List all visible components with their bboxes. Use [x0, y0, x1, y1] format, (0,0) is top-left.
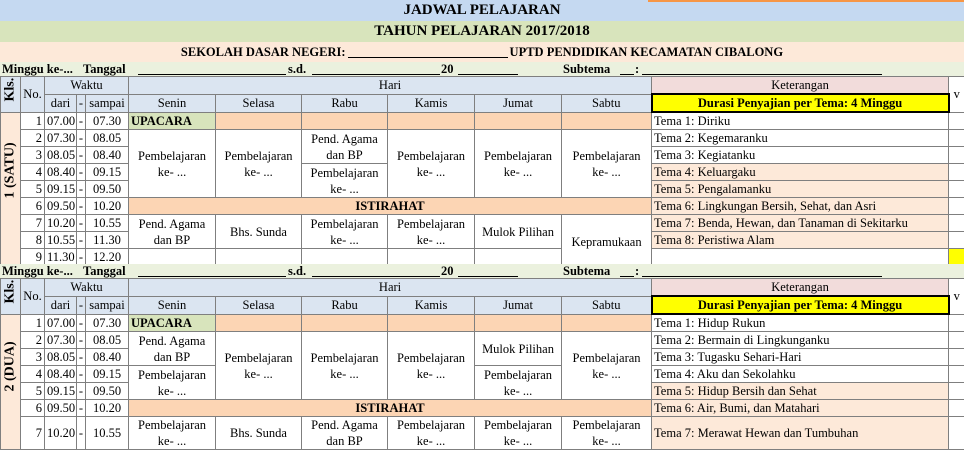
sd-label: s.d.: [288, 62, 307, 76]
time-dash: -: [77, 349, 86, 366]
sd-label: s.d.: [288, 264, 307, 278]
empty-cell: [302, 314, 388, 332]
year-label: 20: [441, 264, 454, 278]
v-cell: [949, 366, 964, 383]
v-cell: [949, 383, 964, 400]
time-dash: -: [77, 314, 86, 332]
subject-cell: Bhs. Sunda: [216, 215, 302, 249]
hari-header: Hari: [129, 279, 652, 297]
time-end: 10.55: [86, 215, 129, 232]
empty-cell: [388, 249, 475, 266]
subject-cell: Pend. Agama dan BP: [129, 215, 216, 249]
time-dash: -: [77, 383, 86, 400]
day-jumat: Jumat: [475, 296, 562, 314]
day-sabtu: Sabtu: [562, 296, 652, 314]
subject-cell: Mulok Pilihan: [475, 332, 562, 366]
subject-cell: Pembelajaran ke- ...: [388, 130, 475, 198]
tema-item: Tema 6: Air, Bumi, dan Matahari: [652, 400, 949, 417]
date-to-blank[interactable]: [312, 276, 440, 277]
time-end: 08.40: [86, 147, 129, 164]
subtema-value-blank[interactable]: [642, 276, 882, 277]
time-start: 09.50: [45, 198, 77, 215]
kelas-label: 1 (SATU): [1, 112, 21, 266]
year-bar: [0, 21, 964, 42]
time-dash: -: [77, 164, 86, 181]
time-start: 10.55: [45, 232, 77, 249]
day-kamis: Kamis: [388, 94, 475, 112]
tema-item: Tema 5: Hidup Bersih dan Sehat: [652, 383, 949, 400]
subject-cell: Pembelajaran ke- ...: [388, 215, 475, 249]
period-no: 8: [21, 232, 45, 249]
subtema-colon: :: [635, 62, 640, 76]
subject-cell: Pembelajaran ke- ...: [216, 332, 302, 400]
subject-cell: Pembelajaran ke- ...: [475, 130, 562, 198]
time-dash: -: [77, 130, 86, 147]
no-header: No.: [21, 77, 45, 113]
page-title: JADWAL PELAJARAN: [403, 2, 561, 18]
minggu-label: Minggu ke-...: [2, 62, 73, 76]
v-cell: [949, 112, 964, 130]
waktu-header: Waktu: [45, 279, 129, 297]
day-selasa: Selasa: [216, 296, 302, 314]
time-end: 07.30: [86, 314, 129, 332]
subtema-blank[interactable]: [620, 74, 634, 75]
time-start: 08.40: [45, 164, 77, 181]
empty-cell: [302, 249, 388, 266]
academic-year: TAHUN PELAJARAN 2017/2018: [374, 23, 590, 39]
accent-strip: [648, 0, 964, 2]
v-cell: [949, 314, 964, 332]
time-start: 10.20: [45, 417, 77, 450]
tema-item: Tema 2: Bermain di Lingkunganku: [652, 332, 949, 349]
subject-cell: Pembelajaran ke- ...: [562, 417, 652, 450]
time-end: 07.30: [86, 112, 129, 130]
v-cell: [949, 164, 964, 181]
subtema-blank[interactable]: [620, 276, 634, 277]
year-blank[interactable]: [458, 74, 518, 75]
time-start: 07.00: [45, 112, 77, 130]
empty-cell: [216, 314, 302, 332]
istirahat-cell: ISTIRAHAT: [129, 400, 652, 417]
tema-item: Tema 4: Keluargaku: [652, 164, 949, 181]
schedule-table-1: [0, 76, 964, 266]
time-dash: -: [77, 215, 86, 232]
subject-cell: Pembelajaran ke- ...: [475, 417, 562, 450]
date-to-blank[interactable]: [312, 74, 440, 75]
tema-item: Tema 7: Merawat Hewan dan Tumbuhan: [652, 417, 949, 450]
kls-header: Kls.: [1, 77, 21, 113]
day-sabtu: Sabtu: [562, 94, 652, 112]
empty-cell: [302, 112, 388, 130]
day-kamis: Kamis: [388, 296, 475, 314]
time-start: 09.15: [45, 181, 77, 198]
subtema-colon: :: [635, 264, 640, 278]
v-cell: [949, 130, 964, 147]
time-dash: -: [77, 232, 86, 249]
school-prefix: SEKOLAH DASAR NEGERI:: [180, 44, 346, 59]
time-dash: -: [77, 366, 86, 383]
time-dash: -: [77, 249, 86, 266]
subject-cell: Pembelajaran ke- ...: [216, 130, 302, 198]
empty-cell: [129, 249, 216, 266]
sampai-header: sampai: [86, 94, 129, 112]
tema-item: Tema 5: Pengalamanku: [652, 181, 949, 198]
subject-cell: Pembelajaran ke- ...: [302, 215, 388, 249]
subject-cell: Pembelajaran ke- ...: [129, 130, 216, 198]
v-cell: [949, 417, 964, 450]
time-end: 10.20: [86, 400, 129, 417]
period-no: 3: [21, 147, 45, 164]
period-no: 2: [21, 130, 45, 147]
subject-cell: Pembelajaran ke- ...: [388, 417, 475, 450]
empty-cell: [388, 314, 475, 332]
week-row: [0, 62, 964, 76]
empty-cell: [475, 112, 562, 130]
time-end: 11.30: [86, 232, 129, 249]
kls-header: Kls.: [1, 279, 21, 315]
v-cell: [949, 232, 964, 249]
keterangan-header: Keterangan: [652, 279, 949, 297]
v-cell: [949, 349, 964, 366]
upacara-cell: UPACARA: [129, 314, 216, 332]
tema-item: Tema 3: Tugasku Sehari-Hari: [652, 349, 949, 366]
time-start: 09.15: [45, 383, 77, 400]
v-cell: [949, 332, 964, 349]
tema-item: Tema 2: Kegemaranku: [652, 130, 949, 147]
period-no: 4: [21, 164, 45, 181]
empty-cell: [216, 112, 302, 130]
time-end: 08.40: [86, 349, 129, 366]
period-no: 1: [21, 314, 45, 332]
waktu-header: Waktu: [45, 77, 129, 95]
subject-cell: Bhs. Sunda: [216, 417, 302, 450]
empty-cell: [388, 112, 475, 130]
time-start: 08.40: [45, 366, 77, 383]
empty-cell: [562, 314, 652, 332]
dash-header: -: [77, 296, 86, 314]
school-name-blank[interactable]: [348, 46, 508, 58]
year-blank[interactable]: [458, 276, 518, 277]
tanggal-label: Tanggal: [83, 264, 126, 278]
v-cell: [949, 400, 964, 417]
empty-cell: [475, 249, 562, 266]
school-suffix: UPTD PENDIDIKAN KECAMATAN CIBALONG: [509, 44, 784, 59]
time-start: 10.20: [45, 215, 77, 232]
kelas-label: 2 (DUA): [1, 314, 21, 450]
year-label: 20: [441, 62, 454, 76]
period-no: 7: [21, 215, 45, 232]
dash-header: -: [77, 94, 86, 112]
durasi-label: Durasi Penyajian per Tema: 4 Minggu: [652, 296, 949, 314]
time-start: 08.05: [45, 349, 77, 366]
time-end: 12.20: [86, 249, 129, 266]
day-selasa: Selasa: [216, 94, 302, 112]
tema-item: Tema 6: Lingkungan Bersih, Sehat, dan Asri: [652, 198, 949, 215]
empty-cell: [562, 112, 652, 130]
subtema-label: Subtema: [563, 264, 611, 278]
time-end: 08.05: [86, 130, 129, 147]
subject-cell: Pembelajaran ke- ...: [388, 332, 475, 400]
subject-cell: Pembelajaran ke- ...: [302, 332, 388, 400]
v-header: v: [949, 279, 964, 315]
empty-cell: [216, 249, 302, 266]
keterangan-header: Keterangan: [652, 77, 949, 95]
period-no: 5: [21, 383, 45, 400]
v-cell: [949, 181, 964, 198]
tema-item: [652, 249, 949, 266]
period-no: 2: [21, 332, 45, 349]
istirahat-cell: ISTIRAHAT: [129, 198, 652, 215]
time-end: 09.50: [86, 383, 129, 400]
subject-cell: Pend. Agama dan BP: [302, 417, 388, 450]
time-start: 09.50: [45, 400, 77, 417]
subject-cell: Pembelajaran ke- ...: [129, 366, 216, 400]
time-dash: -: [77, 198, 86, 215]
subtema-label: Subtema: [563, 62, 611, 76]
v-cell: [949, 215, 964, 232]
period-no: 5: [21, 181, 45, 198]
day-rabu: Rabu: [302, 296, 388, 314]
time-dash: -: [77, 400, 86, 417]
subject-cell: Mulok Pilihan: [475, 215, 562, 249]
time-dash: -: [77, 112, 86, 130]
date-from-blank[interactable]: [138, 276, 286, 277]
time-end: 09.15: [86, 164, 129, 181]
time-end: 09.15: [86, 366, 129, 383]
tema-item: Tema 1: Diriku: [652, 112, 949, 130]
tema-item: Tema 8: Peristiwa Alam: [652, 232, 949, 249]
period-no: 4: [21, 366, 45, 383]
day-senin: Senin: [129, 94, 216, 112]
time-start: 08.05: [45, 147, 77, 164]
time-end: 08.05: [86, 332, 129, 349]
time-dash: -: [77, 417, 86, 450]
subject-cell: Pembelajaran ke- ...: [475, 366, 562, 400]
period-no: 1: [21, 112, 45, 130]
subject-cell: Pend. Agama dan BP: [302, 130, 388, 164]
dari-header: dari: [45, 94, 77, 112]
subject-cell: Pembelajaran ke- ...: [302, 164, 388, 198]
time-start: 11.30: [45, 249, 77, 266]
school-bar: [0, 42, 964, 62]
period-no: 6: [21, 400, 45, 417]
tema-item: Tema 1: Hidup Rukun: [652, 314, 949, 332]
empty-cell: [475, 314, 562, 332]
tema-item: Tema 4: Aku dan Sekolahku: [652, 366, 949, 383]
day-senin: Senin: [129, 296, 216, 314]
tema-item: Tema 7: Benda, Hewan, dan Tanaman di Sekitarku: [652, 215, 949, 232]
time-start: 07.30: [45, 130, 77, 147]
time-end: 09.50: [86, 181, 129, 198]
v-cell: [949, 147, 964, 164]
subtema-value-blank[interactable]: [642, 74, 882, 75]
title-bar: [0, 0, 964, 21]
subject-cell: Pembelajaran ke- ...: [562, 130, 652, 198]
schedule-table-2: [0, 278, 964, 450]
week-row: [0, 264, 964, 278]
v-header: v: [949, 77, 964, 113]
minggu-label: Minggu ke-...: [2, 264, 73, 278]
sampai-header: sampai: [86, 296, 129, 314]
no-header: No.: [21, 279, 45, 315]
tema-item: Tema 3: Kegiatanku: [652, 147, 949, 164]
durasi-label: Durasi Penyajian per Tema: 4 Minggu: [652, 94, 949, 112]
period-no: 3: [21, 349, 45, 366]
time-dash: -: [77, 332, 86, 349]
time-end: 10.20: [86, 198, 129, 215]
period-no: 7: [21, 417, 45, 450]
subject-cell: Pend. Agama dan BP: [129, 332, 216, 366]
subject-cell: Pembelajaran ke- ...: [562, 332, 652, 400]
subject-cell: Kepramukaan: [562, 215, 652, 266]
time-start: 07.00: [45, 314, 77, 332]
date-from-blank[interactable]: [138, 74, 286, 75]
upacara-cell: UPACARA: [129, 112, 216, 130]
period-no: 9: [21, 249, 45, 266]
dari-header: dari: [45, 296, 77, 314]
subject-cell: Pembelajaran ke- ...: [129, 417, 216, 450]
hari-header: Hari: [129, 77, 652, 95]
time-dash: -: [77, 147, 86, 164]
time-end: 10.55: [86, 417, 129, 450]
time-start: 07.30: [45, 332, 77, 349]
time-dash: -: [77, 181, 86, 198]
v-cell-highlight: [949, 249, 964, 266]
period-no: 6: [21, 198, 45, 215]
v-cell: [949, 198, 964, 215]
tanggal-label: Tanggal: [83, 62, 126, 76]
day-jumat: Jumat: [475, 94, 562, 112]
day-rabu: Rabu: [302, 94, 388, 112]
